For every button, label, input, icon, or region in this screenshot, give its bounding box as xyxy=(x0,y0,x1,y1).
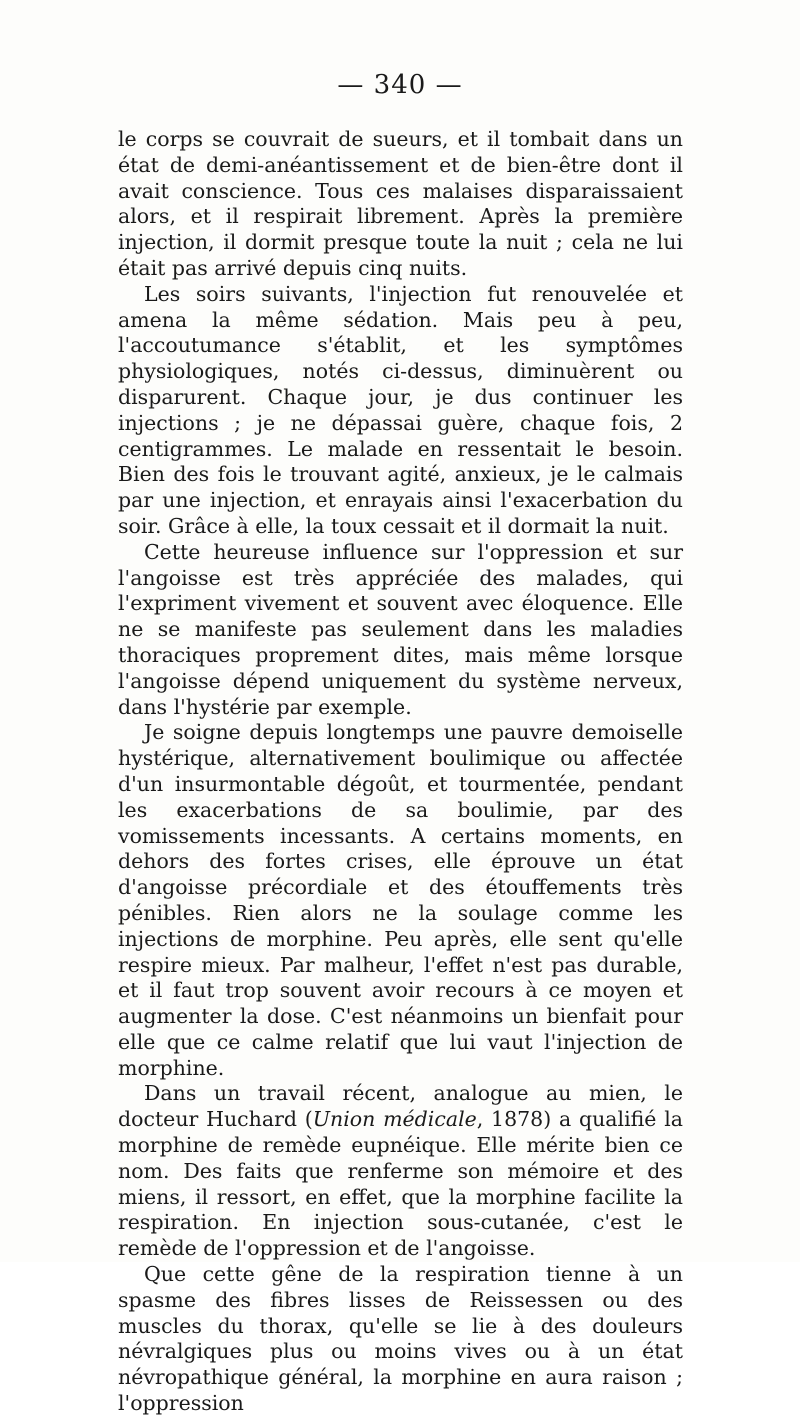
body-text xyxy=(118,127,683,1417)
huchard-text-after: , 1878) a qualifié la morphine de remède eupnéique. Elle mérite bien ce nom. Des faits que renferme son mémoire et des miens, il ressort, en effet, que la morphine facilite la respiration. En injection sous-cutanée, c'est le remède de l'oppression et de l'angoisse. xyxy=(118,1107,683,1261)
paragraph-oppression: Cette heureuse influence sur l'oppression et sur l'angoisse est très appréciée des malades, qui l'expriment vivement et souvent avec éloquence. Elle ne se manifeste pas seulement dans les maladies thoraciques proprement dites, mais même lorsque l'angoisse dépend uniquement du système nerveux, dans l'hystérie par exemple. xyxy=(118,539,683,719)
paragraph-injections: Les soirs suivants, l'injection fut renouvelée et amena la même sédation. Mais peu à peu, l'accoutumance s'établit, et les symptômes physiologiques, notés ci-dessus, diminuèrent ou disparurent. Chaque jour, je dus continuer les injections ; je ne dépassai guère, chaque fois, 2 centigrammes. Le malade en ressentait le besoin. Bien des fois le trouvant agité, anxieux, je le calmais par une injection, et enrayais ainsi l'exacerbation du soir. Grâce à elle, la toux cessait et il dormait la nuit. xyxy=(118,281,683,538)
paragraph-huchard xyxy=(118,1081,683,1262)
paragraph-hysteria-case: Je soigne depuis longtemps une pauvre demoiselle hystérique, alternativement boulimique ou affectée d'un insurmontable dégoût, et tourmentée, pendant les exacerbations de sa boulimie, par des vomissements incessants. A certains moments, en dehors des fortes crises, elle éprouve un état d'angoisse précordiale et des étouffements très pénibles. Rien alors ne la soulage comme les injections de morphine. Peu après, elle sent qu'elle respire mieux. Par malheur, l'effet n'est pas durable, et il faut trop souvent avoir recours à ce moyen et augmenter la dose. C'est néanmoins un bienfait pour elle que ce calme relatif que lui vaut l'injection de morphine. xyxy=(118,720,683,1080)
page-number: — 340 — xyxy=(337,70,463,100)
paragraph-respiration: Que cette gêne de la respiration tienne à un spasme des fibres lisses de Reissessen ou des muscles du thorax, qu'elle se lie à des douleurs névralgiques plus ou moins vives ou à un état névropathique général, la morphine en aura raison ; l'oppression xyxy=(118,1262,683,1416)
paragraph-continuation: le corps se couvrait de sueurs, et il tombait dans un état de demi-anéantissement et de bien-être dont il avait conscience. Tous ces malaises disparaissaient alors, et il respirait librement. Après la première injection, il dormit presque toute la nuit ; cela ne lui était pas arrivé depuis cinq nuits. xyxy=(118,127,683,280)
huchard-text-before: Dans un travail récent, analogue au mien, le docteur Huchard ( xyxy=(118,1081,683,1132)
journal-title: Union médicale xyxy=(312,1107,477,1132)
